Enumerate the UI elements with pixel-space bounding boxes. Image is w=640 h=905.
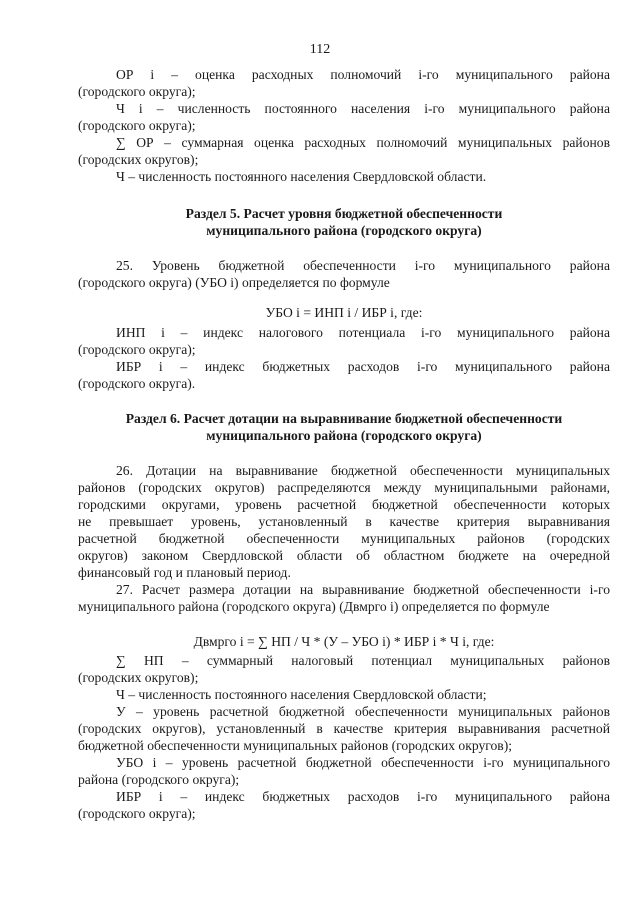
- p26-line-7: финансовый год и плановый период.: [78, 565, 291, 580]
- np-definition: ∑ НП – суммарный налоговый потенциал муниципальных районов: [116, 653, 610, 668]
- p25-line: 25. Уровень бюджетной обеспеченности i-го муниципального района: [116, 258, 610, 273]
- ibr-definition-cont: (городского округа).: [78, 376, 196, 391]
- section6-title: Раздел 6. Расчет дотации на выравнивание бюджетной обеспеченности: [125, 411, 563, 426]
- section5-heading: [78, 205, 610, 239]
- section6-definitions: [78, 652, 610, 822]
- u-definition-cont-2: бюджетной обеспеченности муниципальных районов (городских округов);: [78, 738, 513, 753]
- formula-ubo: [78, 304, 610, 321]
- sum-or-definition-cont: (городских округов);: [78, 152, 199, 167]
- formula-dotation: [78, 633, 610, 650]
- ch-definition: Ч – численность постоянного населения Свердловской области.: [116, 169, 487, 184]
- u-definition: У – уровень расчетной бюджетной обеспеченности муниципальных районов: [116, 704, 610, 719]
- np-definition-cont: (городских округов);: [78, 670, 199, 685]
- page-number: 112: [309, 42, 331, 57]
- formula-ubo-text: УБО i = ИНП i / ИБР i, где:: [265, 305, 423, 320]
- section5-title: Раздел 5. Расчет уровня бюджетной обеспеченности: [185, 206, 503, 221]
- paragraph-25: [78, 257, 610, 291]
- inp-definition: ИНП i – индекс налогового потенциала i-го муниципального района: [116, 325, 610, 340]
- section5-definitions: [78, 324, 610, 392]
- formula-dotation-text: Двмрго i = ∑ НП / Ч * (У – УБО i) * ИБР i * Ч i, где:: [193, 634, 495, 649]
- ch-population-definition: Ч – численность постоянного населения Свердловской области;: [116, 687, 487, 702]
- p26-line-2: районов (городских округов) распределяются между муниципальными районами,: [78, 480, 610, 495]
- ubo-definition-cont: района (городского округа);: [78, 772, 240, 787]
- p26-line-4: не превышает уровень, установленный в качестве критерия выравнивания: [78, 514, 610, 529]
- section6-title-cont: муниципального района (городского округа): [206, 428, 482, 443]
- p27-line-2: муниципального района (городского округа) (Двмрго i) определяется по формуле: [78, 599, 550, 614]
- paragraph-26-27: [78, 462, 610, 615]
- ibr-definition-2-cont: (городского округа);: [78, 806, 196, 821]
- section6-heading: [78, 410, 610, 444]
- inp-definition-cont: (городского округа);: [78, 342, 196, 357]
- p25-line-cont: (городского округа) (УБО i) определяется по формуле: [78, 275, 390, 290]
- u-definition-cont-1: (городских округов), установленный в качестве критерия выравнивания расчетной: [78, 721, 610, 736]
- p27-line-1: 27. Расчет размера дотации на выравнивание бюджетной обеспеченности i-го: [116, 582, 610, 597]
- p26-line-1: 26. Дотации на выравнивание бюджетной обеспеченности муниципальных: [116, 463, 610, 478]
- p26-line-6: округов) законом Свердловской области об областном бюджете на очередной: [78, 548, 610, 563]
- chi-definition-cont: (городского округа);: [78, 118, 196, 133]
- sum-or-definition: ∑ ОР – суммарная оценка расходных полномочий муниципальных районов: [116, 135, 610, 150]
- ibr-definition: ИБР i – индекс бюджетных расходов i-го муниципального района: [116, 359, 610, 374]
- p26-line-3: городскими округами, уровень расчетной бюджетной обеспеченности которых: [78, 497, 610, 512]
- definitions-top: [78, 66, 610, 185]
- section5-title-cont: муниципального района (городского округа): [206, 223, 482, 238]
- p26-line-5: расчетной бюджетной обеспеченности муниципальных районов (городских: [78, 531, 610, 546]
- or-definition: ОР i – оценка расходных полномочий i-го муниципального района: [116, 67, 610, 82]
- or-definition-cont: (городского округа);: [78, 84, 196, 99]
- ubo-definition: УБО i – уровень расчетной бюджетной обеспеченности i-го муниципального: [116, 755, 610, 770]
- chi-definition: Ч i – численность постоянного населения i-го муниципального района: [116, 101, 610, 116]
- ibr-definition-2: ИБР i – индекс бюджетных расходов i-го муниципального района: [116, 789, 610, 804]
